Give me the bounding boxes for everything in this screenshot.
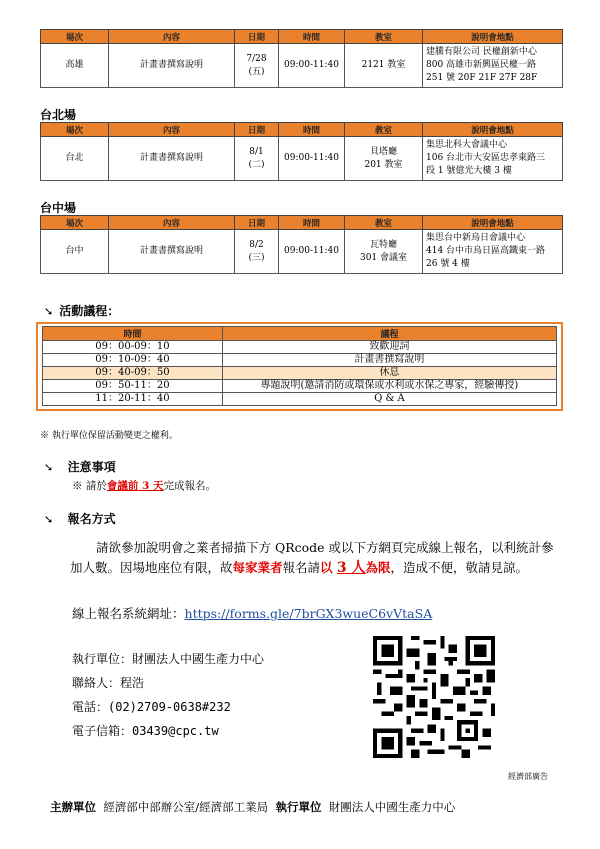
exec-org: 執行單位：財團法人中國生產力中心 (72, 652, 265, 666)
header-room: 教室 (345, 216, 423, 230)
header-time: 時間 (279, 30, 345, 44)
footer-host-label: 主辦單位 (50, 800, 96, 814)
footer (50, 799, 455, 815)
registration-url-line: 線上報名系統網址：https://forms.gle/7brGX3wueC6vVtaSA (72, 606, 433, 621)
session-date: 8/2 (三) (235, 230, 279, 274)
header-date: 日期 (235, 123, 279, 137)
footer-host: 經濟部中部辦公室/經濟部工業局 (103, 800, 269, 814)
contact-person: 聯絡人：程浩 (72, 676, 145, 690)
arrow-down-right-icon: ➘ (44, 513, 54, 526)
contact-phone: 電話：(02)2709-0638#232 (72, 700, 231, 714)
header-session: 場次 (41, 216, 109, 230)
session-room: 瓦特廳 301 會議室 (345, 230, 423, 274)
contact-email: 電子信箱：03439@cpc.tw (72, 724, 219, 738)
session-room: 貝塔廳 201 教室 (345, 137, 423, 181)
header-location: 說明會地點 (423, 30, 563, 44)
session-date: 8/1 (二) (235, 137, 279, 181)
session-location: 建騰有限公司 民權創新中心 800 高雄市新興區民權一路 251 號 20F 21F 27F 28F (423, 44, 563, 88)
kaohsiung-table (40, 29, 563, 88)
taipei-table (40, 122, 563, 181)
footer-exec-label: 執行單位 (275, 800, 322, 814)
agenda-row: 11：20-11：40 Q & A (43, 393, 557, 406)
taichung-table (40, 215, 563, 274)
agenda-row: 09：00-09：10 致歡迎詞 (43, 341, 557, 354)
session-name: 台中 (41, 230, 109, 274)
header-date: 日期 (235, 216, 279, 230)
session-time: 09:00-11:40 (279, 44, 345, 88)
header-location: 說明會地點 (423, 123, 563, 137)
header-room: 教室 (345, 30, 423, 44)
session-date: 7/28 (五) (235, 44, 279, 88)
agenda-note: ※ 執行單位保留活動變更之權利。 (40, 431, 178, 441)
arrow-down-right-icon: ➘ (44, 461, 54, 474)
session-name: 高雄 (41, 44, 109, 88)
agenda-heading: ➘ 活動議程： (44, 304, 120, 318)
notice-text: ※ 請於會議前 3 天完成報名。 (72, 480, 216, 492)
agenda-row-break: 09：40-09：50 休息 (43, 367, 557, 380)
notice-heading: ➘ 注意事項 (44, 460, 116, 474)
agenda-box (36, 322, 563, 411)
session-room: 2121 教室 (345, 44, 423, 88)
header-content: 內容 (109, 30, 235, 44)
agenda-header-time: 時間 (43, 327, 223, 341)
footer-exec: 財團法人中國生產力中心 (328, 800, 456, 814)
registration-paragraph: 請欲參加說明會之業者掃描下方 QRcode 或以下方網頁完成線上報名，以利統計參加人數。因場地座位有限，故每家業者報名請以 3 人為限，造成不便，敬請見諒。 (70, 540, 554, 576)
session-name: 台北 (41, 137, 109, 181)
header-content: 內容 (109, 123, 235, 137)
header-session: 場次 (41, 123, 109, 137)
session-content: 計畫書撰寫說明 (109, 44, 235, 88)
registration-url-link[interactable]: https://forms.gle/7brGX3wueC6vVtaSA (184, 606, 433, 621)
ad-label: 經濟部廣告 (508, 772, 548, 781)
header-content: 內容 (109, 216, 235, 230)
agenda-table (42, 326, 557, 406)
header-session: 場次 (41, 30, 109, 44)
header-room: 教室 (345, 123, 423, 137)
header-date: 日期 (235, 30, 279, 44)
session-location: 集思北科大會議中心 106 台北市大安區忠孝東路三 段 1 號億光大樓 3 樓 (423, 137, 563, 181)
agenda-row: 09：10-09：40 計畫書撰寫說明 (43, 354, 557, 367)
taipei-title: 台北場 (40, 108, 77, 122)
notice-deadline: 會議前 3 天 (106, 480, 164, 492)
session-content: 計畫書撰寫說明 (109, 230, 235, 274)
arrow-down-right-icon: ➘ (44, 305, 54, 318)
qr-code-icon[interactable] (373, 636, 495, 758)
session-time: 09:00-11:40 (279, 230, 345, 274)
header-location: 說明會地點 (423, 216, 563, 230)
agenda-row: 09：50-11：20 專題說明(邀請消防或環保或水利或水保之專家，經驗傳授) (43, 380, 557, 393)
registration-heading: ➘ 報名方式 (44, 512, 116, 526)
agenda-header-item: 議程 (222, 327, 556, 341)
session-content: 計畫書撰寫說明 (109, 137, 235, 181)
session-location: 集思台中新烏日會議中心 414 台中市烏日區高鐵東一路 26 號 4 樓 (423, 230, 563, 274)
header-time: 時間 (279, 216, 345, 230)
session-time: 09:00-11:40 (279, 137, 345, 181)
taichung-title: 台中場 (40, 201, 77, 215)
header-time: 時間 (279, 123, 345, 137)
